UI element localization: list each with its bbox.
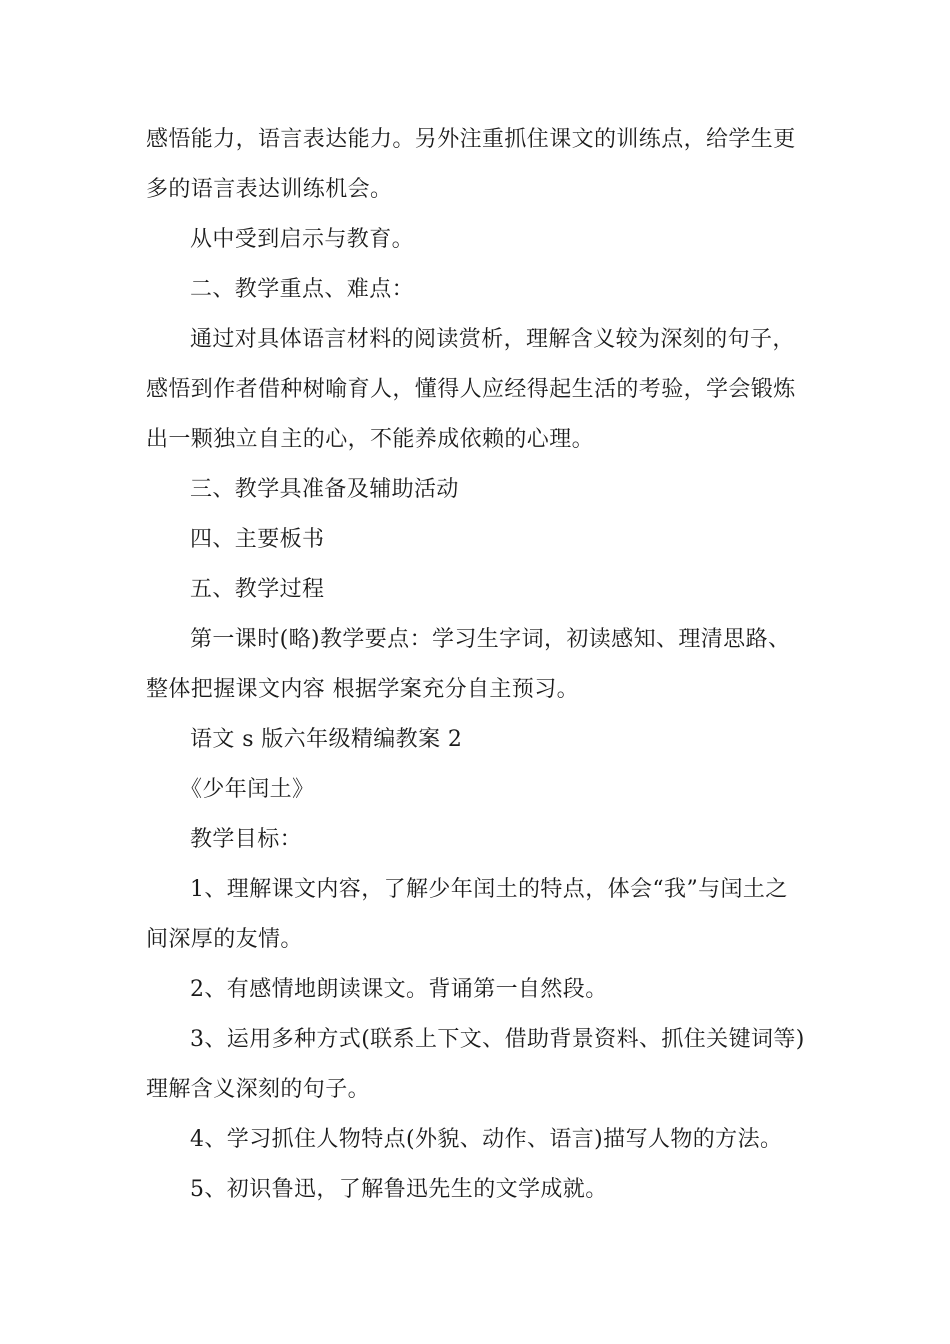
text-line: 从中受到启示与教育。 xyxy=(190,227,415,252)
text-line: 通过对具体语言材料的阅读赏析，理解含义较为深刻的句子， xyxy=(190,327,795,352)
text-line: 出一颗独立自主的心，不能养成依赖的心理。 xyxy=(146,427,595,452)
text-line: 2、有感情地朗读课文。背诵第一自然段。 xyxy=(190,977,608,1002)
section-heading xyxy=(146,576,806,603)
text-line: 二、教学重点、难点： xyxy=(190,277,415,302)
text-line: 教学目标： xyxy=(190,827,303,852)
text-line: 感悟能力，语言表达能力。另外注重抓住课文的训练点，给学生更 xyxy=(146,127,796,152)
text-line: 间深厚的友情。 xyxy=(146,927,303,952)
paragraph xyxy=(146,626,806,703)
list-item xyxy=(146,1126,806,1153)
document-subtitle xyxy=(146,726,806,753)
text-line: 第一课时(略)教学要点：学习生字词，初读感知、理清思路、 xyxy=(190,627,791,652)
paragraph xyxy=(146,226,806,253)
text-line: 《少年闰土》 xyxy=(180,777,315,802)
text-line: 理解含义深刻的句子。 xyxy=(146,1077,371,1102)
list-item xyxy=(146,976,806,1003)
text-line: 感悟到作者借种树喻育人，懂得人应经得起生活的考验，学会锻炼 xyxy=(146,377,796,402)
paragraph xyxy=(146,326,806,453)
lesson-title xyxy=(146,776,806,803)
text-line: 三、教学具准备及辅助活动 xyxy=(190,477,459,502)
document-body xyxy=(146,126,806,1226)
list-item xyxy=(146,876,806,953)
list-item xyxy=(146,1026,806,1103)
section-heading xyxy=(146,526,806,553)
paragraph xyxy=(146,126,806,203)
text-line: 四、主要板书 xyxy=(190,527,325,552)
text-line: 五、教学过程 xyxy=(190,577,325,602)
text-line: 语文 s 版六年级精编教案 2 xyxy=(190,727,463,752)
list-item xyxy=(146,1176,806,1203)
section-heading xyxy=(146,476,806,503)
text-line: 4、学习抓住人物特点(外貌、动作、语言)描写人物的方法。 xyxy=(190,1127,783,1152)
text-line: 5、初识鲁迅，了解鲁迅先生的文学成就。 xyxy=(190,1177,608,1202)
text-line: 1、理解课文内容，了解少年闰土的特点，体会“我”与闰土之 xyxy=(190,877,788,902)
text-line: 多的语言表达训练机会。 xyxy=(146,177,393,202)
section-heading xyxy=(146,276,806,303)
section-heading xyxy=(146,826,806,853)
text-line: 整体把握课文内容 根据学案充分自主预习。 xyxy=(146,677,579,702)
text-line: 3、运用多种方式(联系上下文、借助背景资料、抓住关键词等) xyxy=(190,1027,805,1052)
